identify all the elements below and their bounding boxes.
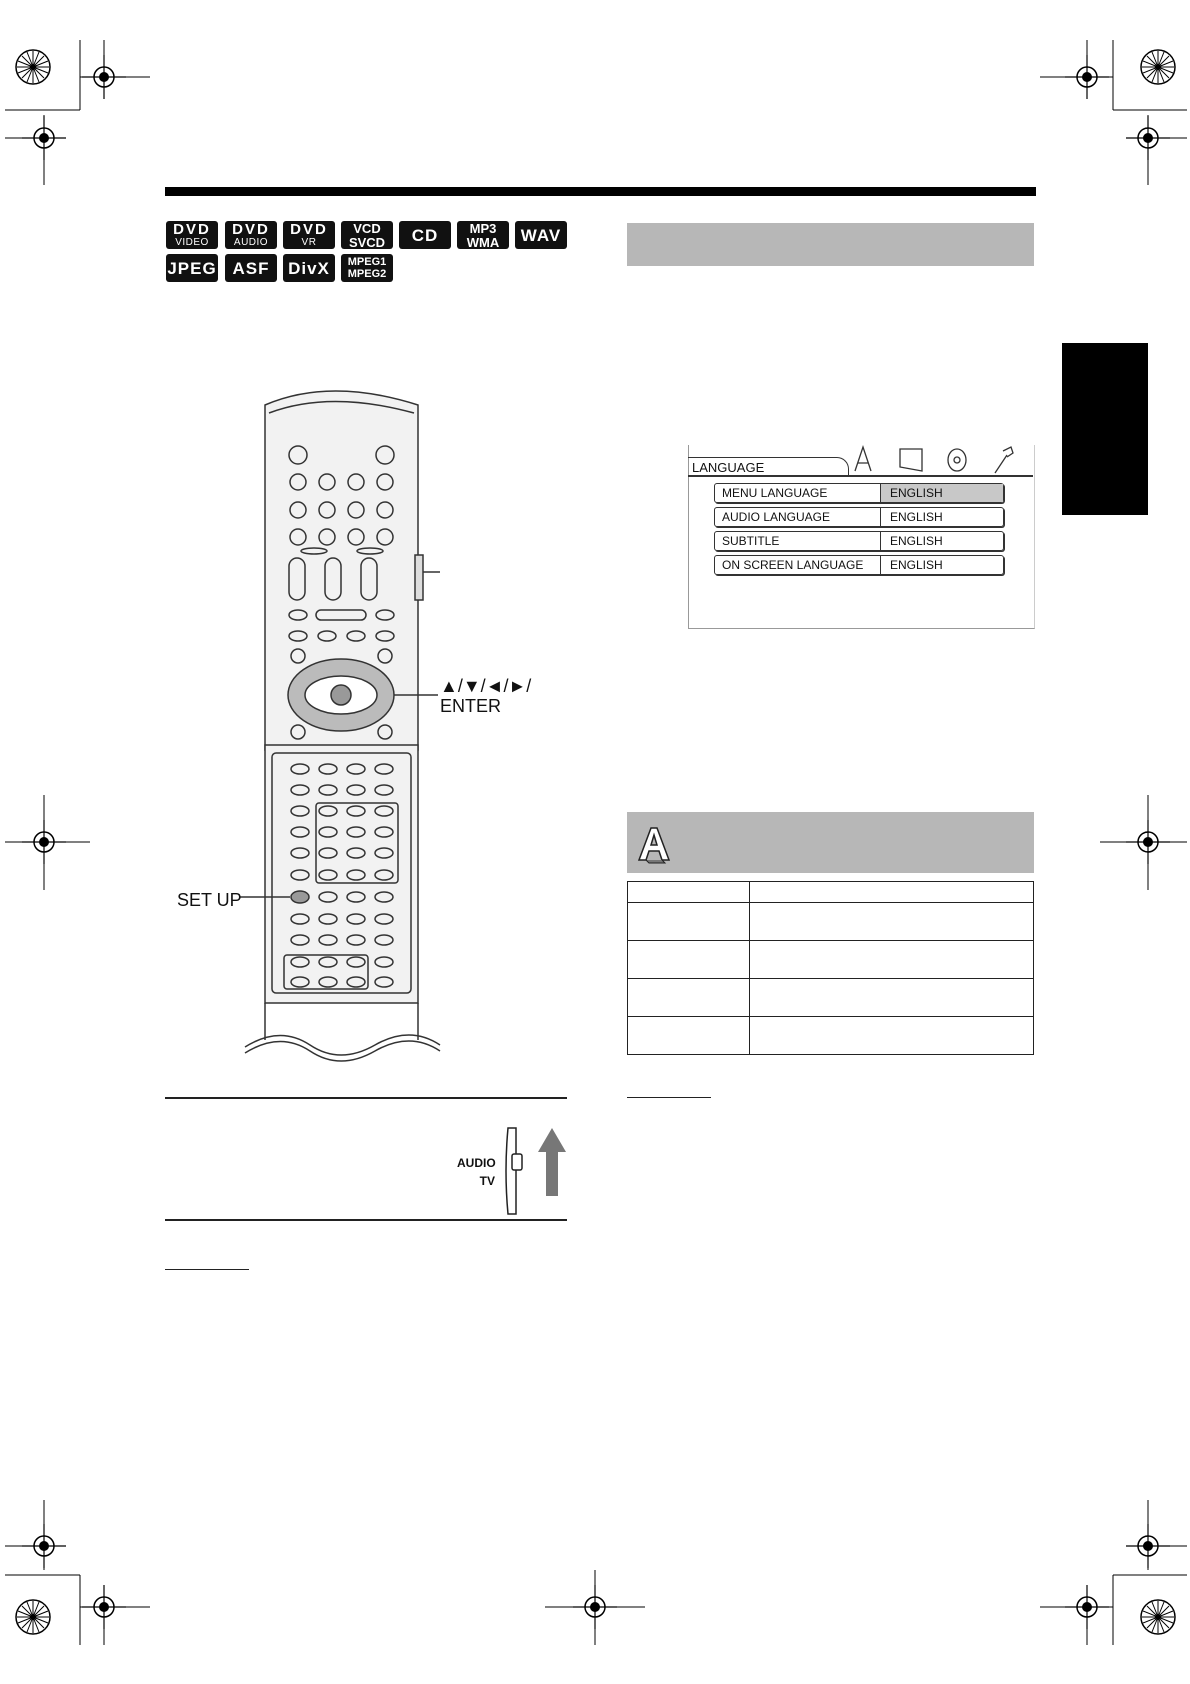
table-row: [628, 903, 1034, 941]
picture-tab-icon: [900, 449, 922, 471]
osd-tab-icons: [845, 443, 1035, 477]
table-cell: [750, 1017, 1034, 1055]
osd-row-menu-language[interactable]: MENU LANGUAGE ENGLISH: [714, 483, 1004, 503]
language-settings-table: [627, 881, 1034, 1055]
setup-callout: SET UP: [177, 890, 242, 910]
switch-box-bottom-rule: [165, 1219, 567, 1221]
badge-dvd-audio: DVD AUDIO: [225, 221, 277, 249]
switch-label-audio: AUDIO: [457, 1156, 496, 1170]
table-row: [628, 1017, 1034, 1055]
osd-row-audio-language[interactable]: AUDIO LANGUAGE ENGLISH: [714, 507, 1004, 527]
table-cell: [750, 979, 1034, 1017]
table-cell: [750, 882, 1034, 903]
language-icon: [635, 824, 671, 864]
note-underline-right: [627, 1097, 711, 1098]
section-side-tab: [1062, 343, 1148, 515]
table-cell: [628, 979, 750, 1017]
badge-asf: ASF: [225, 254, 277, 282]
table-cell: [628, 941, 750, 979]
nav-callout-arrows: ▲/▼/◄/►/: [440, 676, 532, 696]
table-cell: [750, 903, 1034, 941]
osd-row-on-screen-language[interactable]: ON SCREEN LANGUAGE ENGLISH: [714, 555, 1004, 575]
note-underline-left: [165, 1269, 249, 1270]
language-tab-icon: [855, 447, 871, 471]
other-tab-icon: [995, 447, 1013, 473]
badge-wav: WAV: [515, 221, 567, 249]
table-cell: [628, 1017, 750, 1055]
table-cell: [628, 882, 750, 903]
osd-tab-title: LANGUAGE: [688, 457, 849, 475]
badge-jpeg: JPEG: [166, 254, 218, 282]
table-row: [628, 941, 1034, 979]
table-row: [628, 979, 1034, 1017]
nav-callout-enter: ENTER: [440, 696, 502, 716]
nav-enter-callout: [440, 676, 531, 716]
badge-vcd-svcd: VCD SVCD: [341, 221, 393, 249]
header-rule: [165, 187, 1036, 196]
osd-row-subtitle[interactable]: SUBTITLE ENGLISH: [714, 531, 1004, 551]
badge-cd: CD: [399, 221, 451, 249]
table-cell: [750, 941, 1034, 979]
switch-label-tv: TV: [479, 1174, 495, 1188]
badge-mp3-wma: MP3 WMA: [457, 221, 509, 249]
language-section-bar: [627, 812, 1034, 873]
switch-box-top-rule: [165, 1097, 567, 1099]
slide-switch-icon: [506, 1128, 516, 1214]
badge-dvd-video: DVD VIDEO: [166, 221, 218, 249]
table-row: [628, 882, 1034, 903]
switch-labels: [457, 1154, 495, 1190]
up-arrow-icon: [538, 1128, 566, 1196]
section-heading-bar: [627, 223, 1034, 266]
audio-tab-icon: [948, 449, 966, 471]
badge-divx: DivX: [283, 254, 335, 282]
remote-control-svg: [240, 385, 450, 1075]
switch-diagram-svg: [500, 1126, 570, 1216]
table-cell: [628, 903, 750, 941]
badge-mpeg1-mpeg2: MPEG1 MPEG2: [341, 254, 393, 282]
badge-dvd-vr: DVD VR: [283, 221, 335, 249]
